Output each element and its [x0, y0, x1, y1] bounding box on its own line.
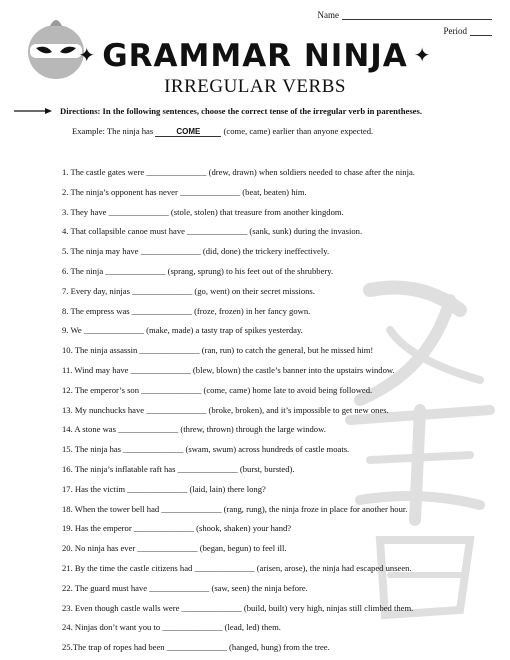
question-item[interactable]: 24. Ninjas don’t want you to ______________ (lead, led) them. — [62, 622, 281, 633]
question-item[interactable]: 23. Even though castle walls were ______________ (build, built) very high, ninjas still climbed them. — [62, 602, 414, 613]
question-list — [62, 163, 415, 658]
question-item[interactable]: 20. No ninja has ever ______________ (began, begun) to feel ill. — [62, 543, 287, 554]
directions-text: Directions: In the following sentences, choose the correct tense of the irregular verb in parentheses. — [60, 106, 422, 116]
question-item[interactable]: 5. The ninja may have ______________ (did, done) the trickery ineffectively. — [62, 246, 330, 257]
question-item[interactable]: 7. Every day, ninjas ______________ (go, went) on their secret missions. — [62, 285, 315, 296]
question-item[interactable]: 15. The ninja has ______________ (swam, swum) across hundreds of castle moats. — [62, 444, 350, 455]
period-line — [470, 26, 492, 36]
question-item[interactable]: 18. When the tower bell had ______________ (rang, rung), the ninja froze in place for another hour. — [62, 503, 408, 514]
shuriken-left-icon: ✦ — [78, 43, 97, 67]
question-item[interactable]: 22. The guard must have ______________ (saw, seen) the ninja before. — [62, 582, 308, 593]
period-label: Period — [443, 26, 467, 36]
question-item[interactable]: 13. My nunchucks have ______________ (broke, broken), and it’s impossible to get new ones. — [62, 404, 389, 415]
period-field[interactable] — [318, 26, 493, 36]
worksheet-heading — [0, 38, 510, 98]
question-item[interactable]: 12. The emperor’s son ______________ (come, came) home late to avoid being followed. — [62, 384, 373, 395]
example-sentence — [72, 126, 373, 137]
question-item[interactable]: 9. We ______________ (make, made) a tasty trap of spikes yesterday. — [62, 325, 303, 336]
shuriken-right-icon: ✦ — [413, 43, 432, 67]
question-item[interactable]: 4. That collapsible canoe must have ______________ (sank, sunk) during the invasion. — [62, 226, 363, 237]
name-line — [342, 10, 492, 20]
question-item[interactable]: 21. By the time the castle citizens had ______________ (arisen, arose), the ninja had escaped unseen. — [62, 562, 412, 573]
question-item[interactable]: 1. The castle gates were ______________ (drew, drawn) when soldiers needed to chase after the ninja. — [62, 167, 415, 177]
example-before: Example: The ninja has — [72, 126, 154, 136]
example-after: (come, came) earlier than anyone expected. — [223, 126, 374, 136]
example-answer: COME — [155, 127, 221, 137]
question-item[interactable]: 2. The ninja’s opponent has never ______________ (beat, beaten) him. — [62, 186, 307, 197]
page-title — [0, 38, 510, 74]
question-item[interactable]: 10. The ninja assassin ______________ (ran, run) to catch the general, but he missed him! — [62, 345, 374, 356]
question-item[interactable]: 6. The ninja ______________ (sprang, sprung) to his feet out of the shrubbery. — [62, 265, 334, 276]
page-subtitle: IRREGULAR VERBS — [164, 76, 346, 97]
question-item[interactable]: 8. The empress was ______________ (froze, frozen) in her fancy gown. — [62, 305, 311, 316]
name-label: Name — [317, 10, 339, 20]
question-item[interactable]: 11. Wind may have ______________ (blew, blown) the castle’s banner into the upstairs window. — [62, 364, 395, 375]
question-item[interactable]: 3. They have ______________ (stole, stolen) that treasure from another kingdom. — [62, 206, 344, 217]
title-text: GRAMMAR NINJA — [102, 38, 408, 74]
question-item[interactable]: 25.The trap of ropes had been ______________ (hanged, hung) from the tree. — [62, 642, 330, 653]
question-item[interactable]: 16. The ninja’s inflatable raft has ______________ (burst, bursted). — [62, 463, 295, 474]
arrow-right-icon — [14, 107, 52, 115]
question-item[interactable]: 19. Has the emperor ______________ (shook, shaken) your hand? — [62, 523, 292, 534]
question-item[interactable]: 14. A stone was ______________ (threw, thrown) through the large window. — [62, 424, 326, 435]
question-item[interactable]: 17. Has the victim ______________ (laid, lain) there long? — [62, 483, 266, 494]
name-field[interactable] — [318, 10, 493, 20]
directions — [14, 106, 498, 116]
